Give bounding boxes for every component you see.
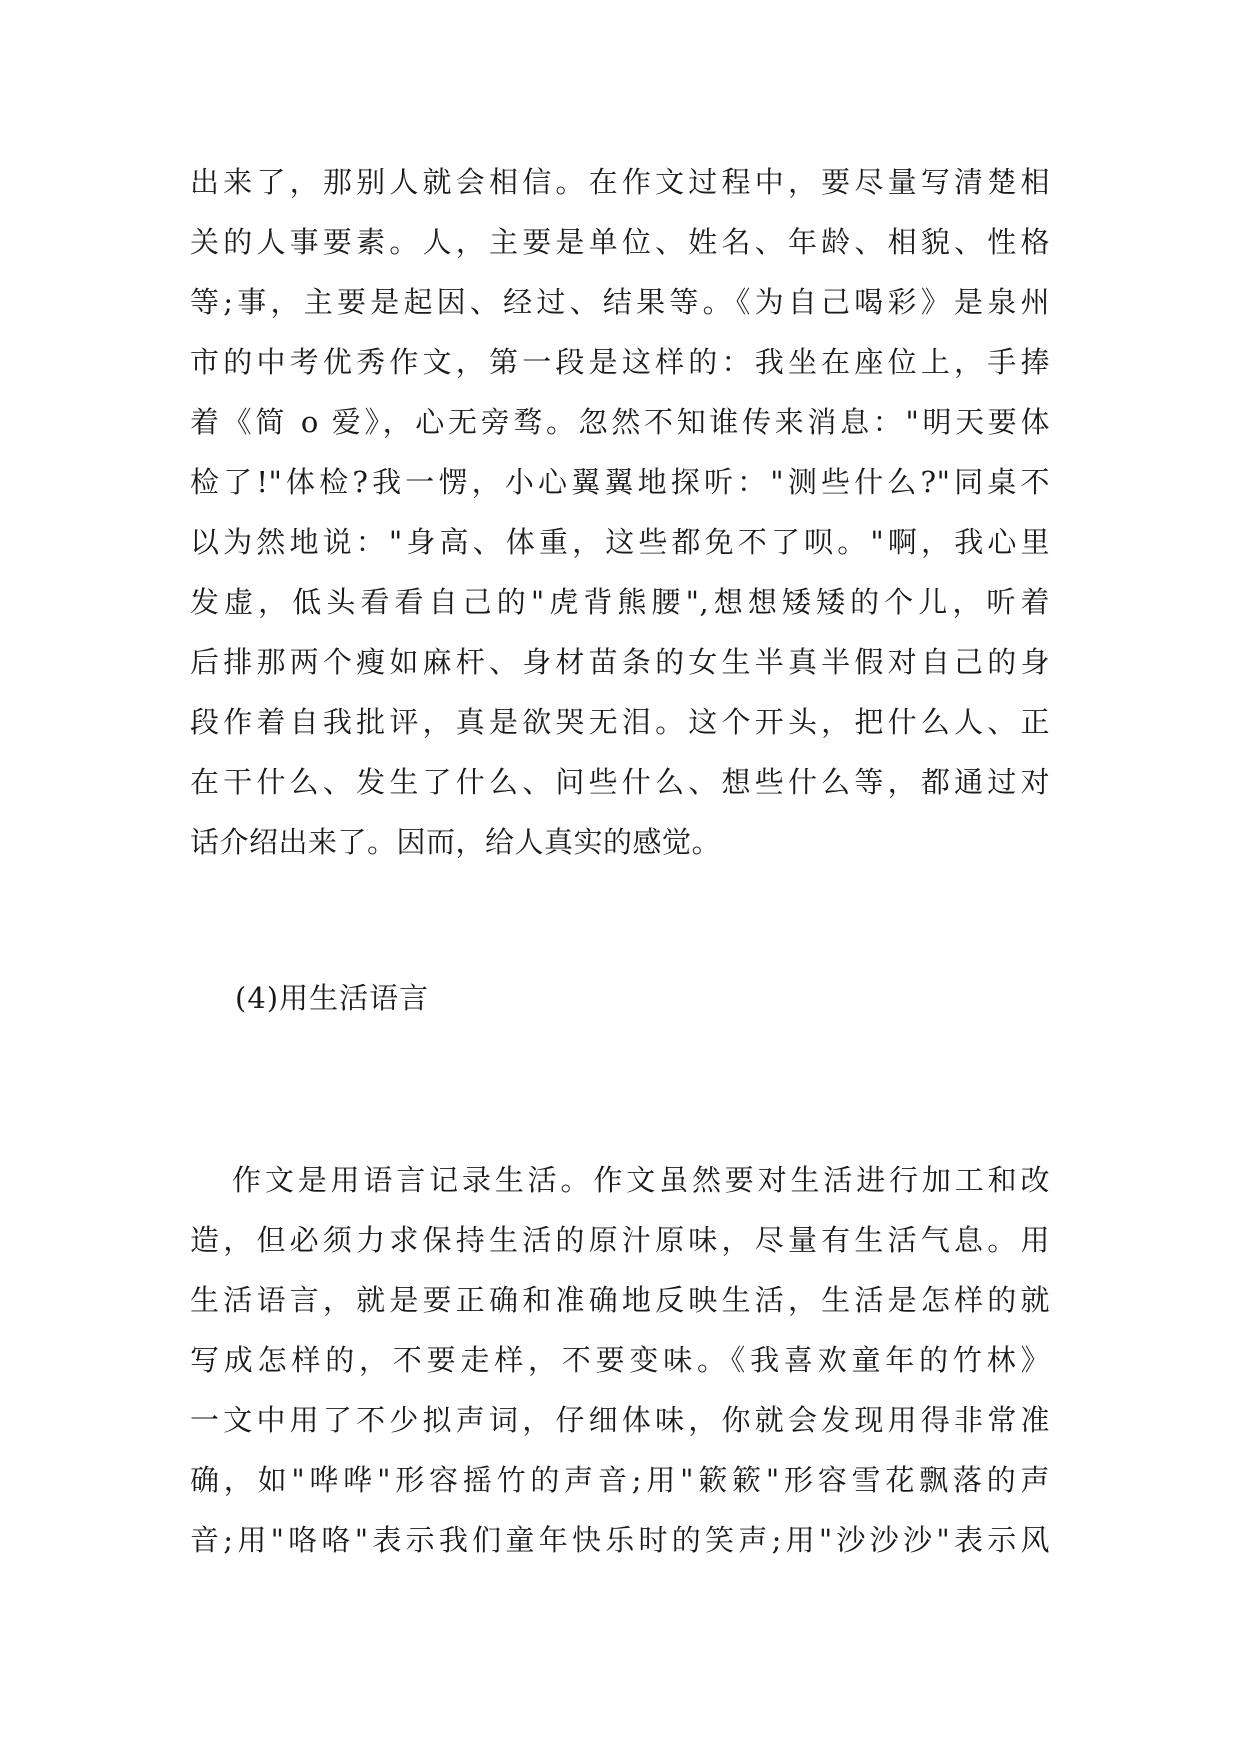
paragraph-1-line: 段作着自我批评，真是欲哭无泪。这个开头，把什么人、正 bbox=[190, 705, 1050, 739]
paragraph-1-line: 发虚，低头看看自己的"虎背熊腰",想想矮矮的个儿，听着 bbox=[190, 585, 1050, 619]
paragraph-1-line: 出来了，那别人就会相信。在作文过程中，要尽量写清楚相 bbox=[190, 165, 1050, 199]
paragraph-2-line: 写成怎样的，不要走样，不要变味。《我喜欢童年的竹林》 bbox=[190, 1343, 1050, 1377]
paragraph-2-line: 音;用"咯咯"表示我们童年快乐时的笑声;用"沙沙沙"表示风 bbox=[190, 1523, 1050, 1557]
paragraph-1-line: 等;事，主要是起因、经过、结果等。《为自己喝彩》是泉州 bbox=[190, 285, 1050, 319]
paragraph-2-line: 造，但必须力求保持生活的原汁原味，尽量有生活气息。用 bbox=[190, 1223, 1050, 1257]
paragraph-1-line: 市的中考优秀作文，第一段是这样的：我坐在座位上，手捧 bbox=[190, 345, 1050, 379]
paragraph-1-line: 后排那两个瘦如麻杆、身材苗条的女生半真半假对自己的身 bbox=[190, 645, 1050, 679]
paragraph-1-line: 着《简 o 爱》，心无旁骛。忽然不知谁传来消息："明天要体 bbox=[190, 405, 1050, 439]
section-heading: (4)用生活语言 bbox=[235, 981, 430, 1015]
paragraph-1-line: 以为然地说："身高、体重，这些都免不了呗。"啊，我心里 bbox=[190, 525, 1050, 559]
paragraph-2-line: 一文中用了不少拟声词，仔细体味，你就会发现用得非常准 bbox=[190, 1403, 1050, 1437]
paragraph-1-line: 关的人事要素。人，主要是单位、姓名、年龄、相貌、性格 bbox=[190, 225, 1050, 259]
paragraph-1-line: 检了!"体检?我一愣，小心翼翼地探听："测些什么?"同桌不 bbox=[190, 465, 1050, 499]
paragraph-2-line: 作文是用语言记录生活。作文虽然要对生活进行加工和改 bbox=[232, 1163, 1050, 1197]
paragraph-1-line: 话介绍出来了。因而，给人真实的感觉。 bbox=[190, 825, 722, 859]
paragraph-1-line: 在干什么、发生了什么、问些什么、想些什么等，都通过对 bbox=[190, 765, 1050, 799]
paragraph-2-line: 确，如"哗哗"形容摇竹的声音;用"簌簌"形容雪花飘落的声 bbox=[190, 1463, 1050, 1497]
paragraph-2-line: 生活语言，就是要正确和准确地反映生活，生活是怎样的就 bbox=[190, 1283, 1050, 1317]
